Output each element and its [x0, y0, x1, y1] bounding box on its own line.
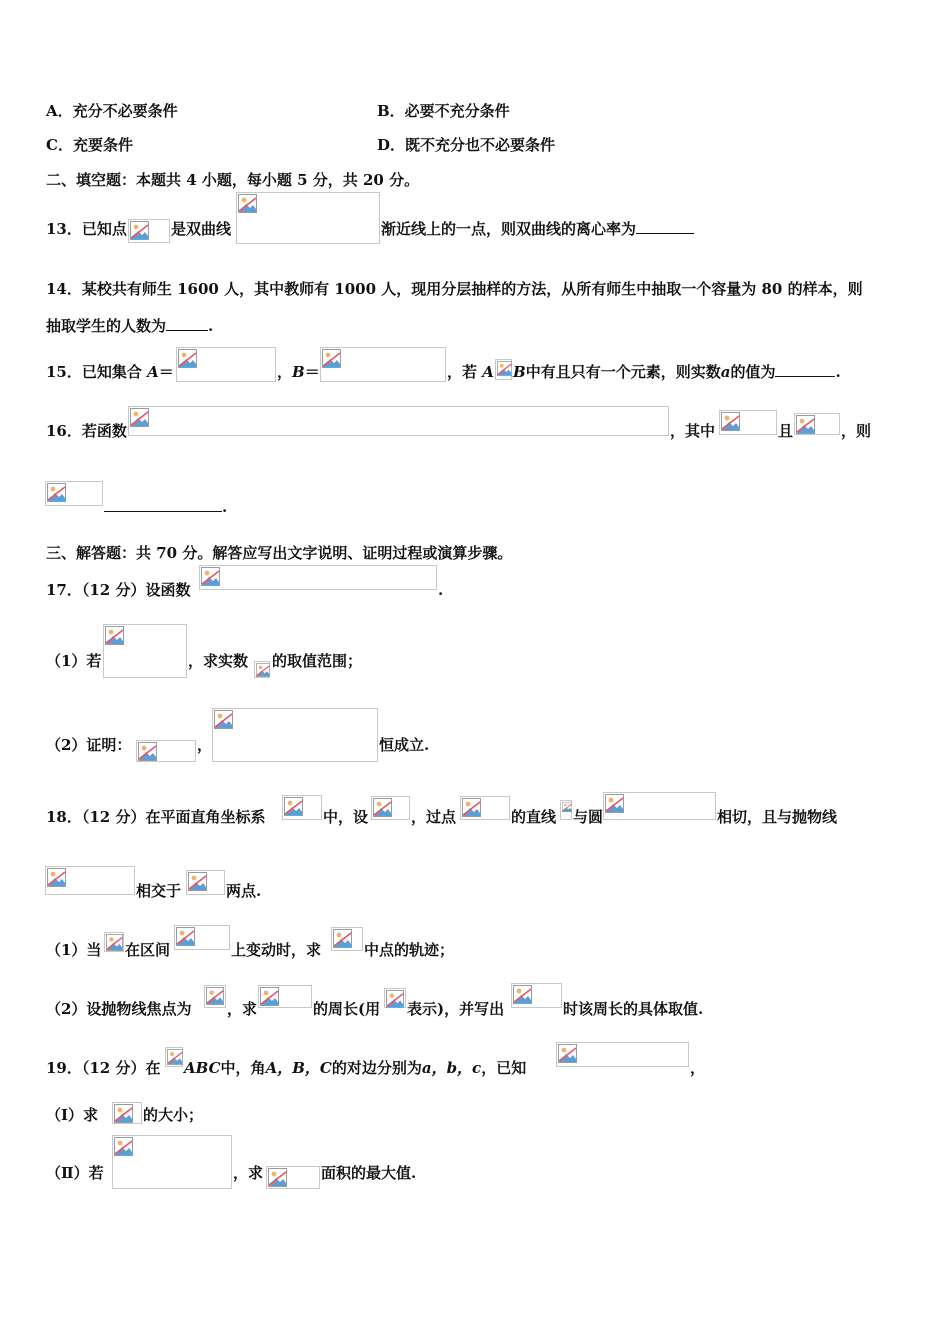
formula-image	[603, 792, 716, 820]
q17-p2-suffix: 恒成立.	[379, 736, 430, 754]
formula-image	[103, 624, 187, 678]
q19-p2-prefix: （Ⅱ）若	[46, 1164, 104, 1182]
answer-blank	[104, 497, 222, 512]
broken-image-icon	[214, 710, 233, 729]
q15-prefix: 15．已知集合 A＝	[46, 363, 174, 381]
formula-image	[112, 1135, 232, 1189]
option-d: D．既不充分也不必要条件	[377, 136, 556, 154]
option-a: A．充分不必要条件	[46, 102, 178, 120]
broken-image-icon	[373, 798, 392, 817]
q17-p2-prefix: （2）证明：	[46, 736, 132, 754]
q19-p2-mid: ，求	[233, 1164, 264, 1182]
formula-image	[258, 985, 312, 1008]
q15-b-label: ，B＝	[277, 363, 320, 381]
broken-image-icon	[106, 934, 123, 951]
formula-image	[556, 1042, 689, 1067]
broken-image-icon	[176, 927, 195, 946]
broken-image-icon	[284, 797, 303, 816]
formula-image	[794, 413, 840, 435]
q18-p1-qujian: 在区间	[125, 941, 171, 959]
q18-p2-biaoshi: 表示)，并写出	[407, 1000, 505, 1018]
broken-image-icon	[256, 663, 270, 677]
formula-image	[165, 1047, 183, 1067]
q15-ruo: ，若 A	[447, 363, 494, 381]
broken-image-icon	[605, 794, 624, 813]
q13-prefix: 13．已知点	[46, 220, 127, 238]
formula-image	[186, 870, 225, 895]
q14-line2: 抽取学生的人数为 .	[46, 317, 214, 335]
q18-zhixian: 的直线	[511, 808, 557, 826]
q18-p1-mid: 上变动时，求	[231, 941, 322, 959]
q18-p2-zhouchang: 的周长(用	[313, 1000, 381, 1018]
answer-blank	[166, 316, 208, 331]
broken-image-icon	[796, 415, 815, 434]
formula-image	[104, 932, 124, 952]
broken-image-icon	[558, 1044, 577, 1063]
q19-comma: ，	[690, 1059, 706, 1077]
q17-p1-prefix: （1）若	[46, 652, 102, 670]
broken-image-icon	[462, 798, 481, 817]
broken-image-icon	[260, 987, 279, 1006]
q14-line1: 14．某校共有师生 1600 人，其中教师有 1000 人，现用分层抽样的方法，从所有师生中抽取一个容量为 80 的样本，则	[46, 280, 863, 298]
formula-image	[331, 927, 363, 951]
broken-image-icon	[201, 567, 220, 586]
formula-image	[236, 192, 380, 244]
q18-p2-prefix: （2）设抛物线焦点为	[46, 1000, 192, 1018]
broken-image-icon	[721, 412, 740, 431]
q16-answer-blank: .	[104, 497, 227, 517]
formula-image	[112, 1102, 142, 1124]
q18-title: 18．（12 分）在平面直角坐标系	[46, 808, 266, 826]
broken-image-icon	[497, 361, 512, 376]
formula-image	[128, 406, 669, 436]
broken-image-icon	[206, 987, 224, 1005]
q18-zhong: 中，设	[323, 808, 369, 826]
q18-p1-suffix: 中点的轨迹；	[364, 941, 455, 959]
formula-image	[45, 866, 135, 895]
formula-image	[45, 481, 103, 506]
q19-p1-suffix: 的大小；	[143, 1106, 204, 1124]
q18-xiangqie: 相切，且与抛物线	[717, 808, 838, 826]
q17-p1-suffix: 的取值范围；	[272, 652, 363, 670]
q19-p2-suffix: 面积的最大值.	[321, 1164, 417, 1182]
broken-image-icon	[130, 221, 149, 240]
broken-image-icon	[322, 349, 341, 368]
period: .	[438, 581, 444, 599]
q18-p2-qiu: ，求	[227, 1000, 258, 1018]
q18-xiangjiao: 相交于	[136, 882, 182, 900]
formula-image	[560, 800, 572, 820]
option-b: B．必要不充分条件	[377, 102, 510, 120]
q16-qizhong: ，其中	[670, 422, 716, 440]
q13-mid: 是双曲线	[171, 220, 232, 238]
broken-image-icon	[562, 802, 572, 812]
formula-image	[371, 796, 410, 820]
broken-image-icon	[130, 408, 149, 427]
broken-image-icon	[105, 626, 124, 645]
formula-image	[212, 708, 378, 762]
broken-image-icon	[167, 1049, 183, 1065]
q16-ze: ，则	[841, 422, 872, 440]
formula-image	[174, 925, 230, 950]
formula-image	[460, 796, 510, 820]
formula-image	[266, 1166, 320, 1189]
formula-image	[384, 988, 406, 1008]
answer-blank	[775, 362, 835, 377]
q17-title: 17．（12 分）设函数	[46, 581, 191, 599]
q15-suffix: B中有且只有一个元素，则实数a的值为 .	[513, 363, 841, 381]
q18-guodian: ，过点	[411, 808, 457, 826]
q18-liangdian: 两点.	[226, 882, 262, 900]
q13-suffix: 渐近线上的一点，则双曲线的离心率为	[381, 219, 694, 239]
formula-image	[282, 795, 322, 820]
broken-image-icon	[386, 990, 404, 1008]
q16-qie: 且	[778, 422, 794, 440]
q19-title-prefix: 19．（12 分）在	[46, 1059, 161, 1077]
formula-image	[719, 410, 777, 435]
formula-image	[495, 359, 512, 380]
broken-image-icon	[513, 985, 532, 1004]
section-fill-in-heading: 二、填空题：本题共 4 小题，每小题 5 分，共 20 分。	[46, 171, 420, 189]
broken-image-icon	[114, 1104, 133, 1123]
broken-image-icon	[47, 483, 66, 502]
broken-image-icon	[178, 349, 197, 368]
q16-prefix: 16．若函数	[46, 422, 127, 440]
q17-p2-comma: ，	[197, 736, 213, 754]
formula-image	[199, 565, 437, 590]
formula-image	[320, 347, 446, 382]
formula-image	[204, 985, 226, 1008]
broken-image-icon	[333, 929, 352, 948]
answer-blank	[636, 219, 694, 234]
broken-image-icon	[47, 868, 66, 887]
broken-image-icon	[268, 1168, 287, 1187]
broken-image-icon	[138, 742, 157, 761]
q18-p2-suffix: 时该周长的具体取值.	[563, 1000, 704, 1018]
formula-image	[128, 219, 170, 243]
broken-image-icon	[114, 1137, 133, 1156]
section-solve-heading: 三、解答题：共 70 分。解答应写出文字说明、证明过程或演算步骤。	[46, 544, 513, 562]
formula-image	[136, 740, 196, 762]
q18-p1-dang: （1）当	[46, 941, 102, 959]
q18-yuyuan: 与圆	[573, 808, 604, 826]
q17-p1-mid: ，求实数	[188, 652, 249, 670]
formula-image	[254, 661, 270, 678]
broken-image-icon	[188, 872, 207, 891]
q19-title: ABC中，角A，B，C的对边分别为a，b，c，已知	[184, 1059, 527, 1077]
broken-image-icon	[238, 194, 257, 213]
formula-image	[511, 983, 562, 1008]
option-c: C．充要条件	[46, 136, 133, 154]
q19-p1-prefix: （Ⅰ）求	[46, 1106, 99, 1124]
formula-image	[176, 347, 276, 382]
